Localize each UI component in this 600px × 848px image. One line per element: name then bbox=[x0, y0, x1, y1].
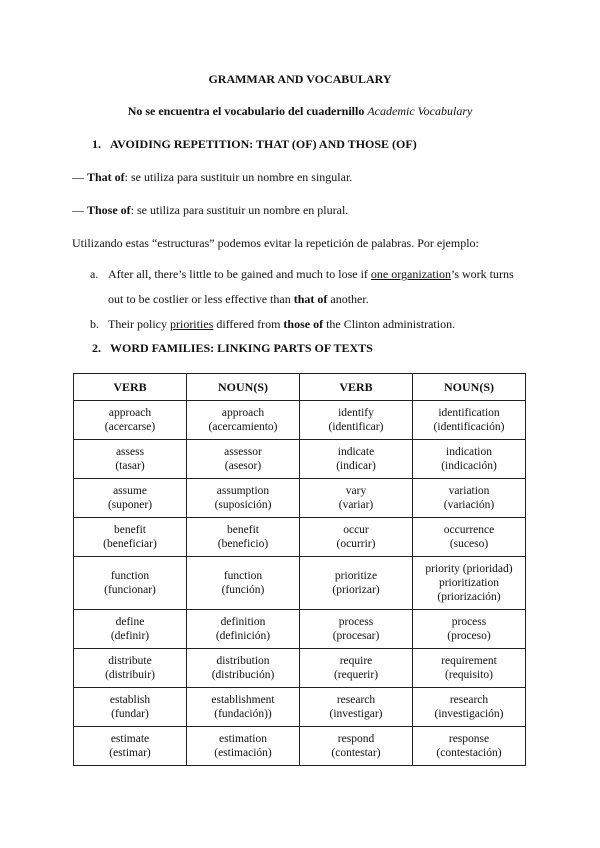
table-body bbox=[74, 401, 526, 766]
word-families-table bbox=[73, 373, 526, 766]
table-row bbox=[74, 440, 526, 479]
cell-text: distribution bbox=[216, 655, 270, 667]
section1-heading-text: AVOIDING REPETITION: THAT (OF) AND THOSE (OF) bbox=[110, 137, 417, 151]
cell-text: definition bbox=[220, 616, 266, 628]
cell-text: (fundación)) bbox=[214, 708, 272, 720]
column-header: NOUN(S) bbox=[413, 374, 526, 401]
cell-text: (distribución) bbox=[211, 669, 275, 681]
example-a-continued bbox=[108, 292, 369, 307]
cell-text: prioritize bbox=[334, 570, 378, 582]
table-cell bbox=[300, 401, 413, 440]
example-a-label: a. bbox=[90, 267, 99, 281]
example-a-text: out to be costlier or less effective than bbox=[108, 292, 294, 306]
cell-text: (priorizar) bbox=[332, 584, 380, 596]
cell-text: benefit bbox=[227, 524, 259, 536]
cell-text: function bbox=[223, 570, 263, 582]
that-of-text: : se utiliza para sustituir un nombre en singular. bbox=[124, 170, 353, 184]
cell-text: (beneficiar) bbox=[103, 538, 157, 550]
table-cell bbox=[74, 440, 187, 479]
cell-text: priority (prioridad) bbox=[425, 563, 513, 575]
cell-text: assessor bbox=[224, 446, 262, 458]
table-cell bbox=[74, 610, 187, 649]
table-cell bbox=[74, 557, 187, 610]
table-cell bbox=[74, 649, 187, 688]
cell-text: response bbox=[448, 733, 490, 745]
table-cell bbox=[187, 479, 300, 518]
example-a-bold: that of bbox=[293, 292, 328, 306]
dash: — bbox=[72, 170, 84, 184]
example-a bbox=[90, 267, 514, 282]
cell-text: (contestar) bbox=[331, 747, 381, 759]
table-row bbox=[74, 401, 526, 440]
cell-text: (requisito) bbox=[445, 669, 493, 681]
cell-text: (requerir) bbox=[333, 669, 379, 681]
those-of-term: Those of bbox=[87, 203, 131, 217]
cell-text: (indicar) bbox=[336, 460, 376, 472]
cell-text: research bbox=[336, 694, 376, 706]
table-row bbox=[74, 557, 526, 610]
cell-text: estimate bbox=[110, 733, 150, 745]
cell-text: assume bbox=[113, 485, 147, 497]
cell-text: process bbox=[451, 616, 487, 628]
cell-text: (suceso) bbox=[449, 538, 489, 550]
table-cell bbox=[300, 649, 413, 688]
intro-line: Utilizando estas “estructuras” podemos evitar la repetición de palabras. Por ejemplo: bbox=[72, 236, 479, 250]
section1-heading bbox=[92, 137, 417, 152]
cell-text: (definir) bbox=[110, 630, 150, 642]
cell-text: indication bbox=[446, 446, 492, 458]
table-row bbox=[74, 649, 526, 688]
cell-text: (procesar) bbox=[332, 630, 380, 642]
example-b-bold: those of bbox=[283, 317, 324, 331]
cell-text: (estimar) bbox=[109, 747, 151, 759]
cell-text: vary bbox=[345, 485, 367, 497]
page-title: GRAMMAR AND VOCABULARY bbox=[208, 72, 392, 86]
table-row bbox=[74, 479, 526, 518]
cell-text: identify bbox=[338, 407, 374, 419]
example-b-text: Their policy bbox=[108, 317, 170, 331]
cell-text: establish bbox=[109, 694, 151, 706]
cell-text: indicate bbox=[337, 446, 375, 458]
cell-text: (fundar) bbox=[111, 708, 149, 720]
table-cell bbox=[74, 688, 187, 727]
cell-text: (indicación) bbox=[441, 460, 497, 472]
table-cell bbox=[74, 518, 187, 557]
cell-text: (tasar) bbox=[115, 460, 145, 472]
table-cell bbox=[413, 557, 526, 610]
table-cell bbox=[300, 479, 413, 518]
table-cell bbox=[300, 518, 413, 557]
example-b-text: the Clinton administration. bbox=[323, 317, 456, 331]
table-header-row bbox=[74, 374, 526, 401]
table-cell bbox=[413, 518, 526, 557]
cell-text: (variar) bbox=[338, 499, 374, 511]
table-cell bbox=[300, 440, 413, 479]
table-cell bbox=[187, 518, 300, 557]
example-a-text: After all, there’s little to be gained and much to lose if bbox=[108, 267, 371, 281]
table-cell bbox=[74, 727, 187, 766]
cell-text: (suposición) bbox=[214, 499, 272, 511]
example-a-text: another. bbox=[327, 292, 369, 306]
those-of-line bbox=[72, 203, 348, 218]
cell-text: benefit bbox=[114, 524, 146, 536]
table-cell bbox=[413, 649, 526, 688]
that-of-term: That of bbox=[87, 170, 125, 184]
cell-text: respond bbox=[337, 733, 375, 745]
table-cell bbox=[413, 727, 526, 766]
table-cell bbox=[74, 401, 187, 440]
table-cell bbox=[187, 610, 300, 649]
cell-text: (función) bbox=[221, 584, 265, 596]
cell-text: occurrence bbox=[443, 524, 495, 536]
those-of-text: : se utiliza para sustituir un nombre en plural. bbox=[130, 203, 349, 217]
cell-text: identification bbox=[438, 407, 500, 419]
cell-text: requirement bbox=[441, 655, 497, 667]
section1-number: 1. bbox=[92, 137, 101, 151]
cell-text: occur bbox=[343, 524, 369, 536]
cell-text: (ocurrir) bbox=[336, 538, 376, 550]
table-row bbox=[74, 518, 526, 557]
cell-text: prioritization bbox=[438, 577, 500, 589]
that-of-line bbox=[72, 170, 352, 185]
cell-text: require bbox=[339, 655, 373, 667]
cell-text: process bbox=[338, 616, 374, 628]
table-cell bbox=[300, 610, 413, 649]
cell-text: approach bbox=[108, 407, 152, 419]
cell-text: (acercamiento) bbox=[208, 421, 278, 433]
dash: — bbox=[72, 203, 84, 217]
table-cell bbox=[300, 557, 413, 610]
table-cell bbox=[187, 649, 300, 688]
cell-text: estimation bbox=[219, 733, 267, 745]
cell-text: establishment bbox=[211, 694, 275, 706]
cell-text: assumption bbox=[216, 485, 270, 497]
cell-text: (identificación) bbox=[433, 421, 505, 433]
cell-text: (funcionar) bbox=[104, 584, 156, 596]
subtitle-bold: No se encuentra el vocabulario del cuadernillo bbox=[127, 104, 365, 118]
table-row bbox=[74, 610, 526, 649]
example-b-underlined: priorities bbox=[169, 317, 214, 331]
table-cell bbox=[187, 557, 300, 610]
cell-text: (acercarse) bbox=[104, 421, 156, 433]
table-cell bbox=[187, 401, 300, 440]
table-cell bbox=[413, 440, 526, 479]
cell-text: (asesor) bbox=[224, 460, 262, 472]
column-header: NOUN(S) bbox=[187, 374, 300, 401]
table-cell bbox=[413, 610, 526, 649]
table-cell bbox=[187, 440, 300, 479]
table-row bbox=[74, 688, 526, 727]
cell-text: distribute bbox=[108, 655, 152, 667]
cell-text: function bbox=[110, 570, 150, 582]
table-cell bbox=[74, 479, 187, 518]
cell-text: research bbox=[449, 694, 489, 706]
table-cell bbox=[187, 688, 300, 727]
column-header: VERB bbox=[300, 374, 413, 401]
table-cell bbox=[300, 688, 413, 727]
example-b bbox=[90, 317, 455, 332]
table-cell bbox=[413, 401, 526, 440]
table-cell bbox=[413, 688, 526, 727]
cell-text: (estimación) bbox=[214, 747, 272, 759]
section2-heading bbox=[92, 341, 373, 356]
cell-text: (contestación) bbox=[436, 747, 502, 759]
cell-text: (investigación) bbox=[434, 708, 504, 720]
table-cell bbox=[300, 727, 413, 766]
table-cell bbox=[187, 727, 300, 766]
example-b-label: b. bbox=[90, 317, 99, 331]
cell-text: (priorización) bbox=[437, 591, 501, 603]
cell-text: (variación) bbox=[443, 499, 495, 511]
column-header: VERB bbox=[74, 374, 187, 401]
cell-text: (suponer) bbox=[107, 499, 153, 511]
table-row bbox=[74, 727, 526, 766]
cell-text: approach bbox=[221, 407, 265, 419]
example-b-text: differed from bbox=[213, 317, 284, 331]
example-a-underlined: one organization bbox=[370, 267, 452, 281]
cell-text: (distribuir) bbox=[105, 669, 155, 681]
section2-heading-text: WORD FAMILIES: LINKING PARTS OF TEXTS bbox=[110, 341, 373, 355]
cell-text: (definición) bbox=[215, 630, 271, 642]
subtitle bbox=[0, 104, 600, 119]
cell-text: (beneficio) bbox=[217, 538, 269, 550]
cell-text: (investigar) bbox=[329, 708, 383, 720]
example-a-text: ’s work turns bbox=[451, 267, 514, 281]
cell-text: (proceso) bbox=[447, 630, 491, 642]
section2-number: 2. bbox=[92, 341, 101, 355]
cell-text: define bbox=[115, 616, 145, 628]
table-cell bbox=[413, 479, 526, 518]
subtitle-italic: Academic Vocabulary bbox=[367, 104, 473, 118]
cell-text: (identificar) bbox=[328, 421, 384, 433]
cell-text: assess bbox=[115, 446, 145, 458]
cell-text: variation bbox=[448, 485, 490, 497]
